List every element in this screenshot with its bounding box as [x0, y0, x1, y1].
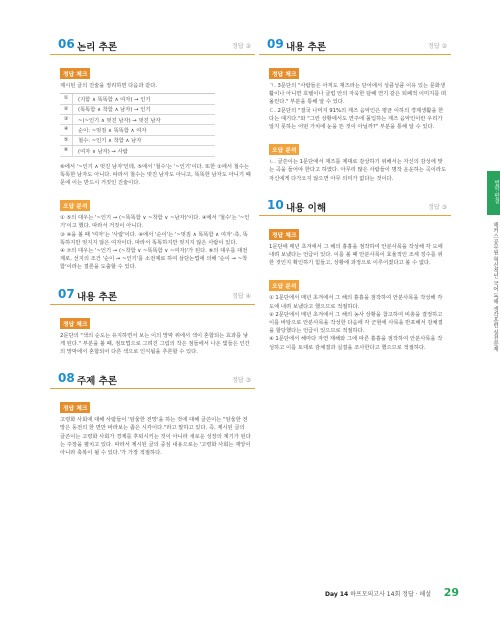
- table-row: [60, 94, 215, 104]
- row-symbol: ⑤: [60, 136, 73, 145]
- row-symbol: ①: [60, 94, 73, 103]
- section-number: 08: [58, 371, 75, 386]
- tag-answer-check: 정답 체크: [269, 68, 299, 79]
- section-title: 내용 이해: [286, 202, 327, 214]
- row-text: ~(~인기 ∧ 멋진 남자) → 멋진 남자: [78, 117, 161, 124]
- tag-answer-check: 정답 체크: [60, 68, 90, 79]
- answer-label: 정답 ③: [232, 377, 251, 385]
- table-row: [60, 105, 215, 115]
- table-row: [60, 146, 215, 156]
- paragraph: ④ ⑦의 대우는 '~인기 → (~착함 ∨ ~똑똑함 ∨ ~여자)'가 된다. ⑥의 대우를 대전제로, 선지의 조건 '순이 → ~인기'를 소전제로 하여 삼단논법에 의해 '순이 → ~착함'이라는 결론을 도출할 수 있다.: [60, 247, 248, 271]
- footer-subtitle: 하프모의고사 14회 정답 · 해설: [350, 591, 432, 598]
- answer-label: 정답 ②: [232, 43, 251, 50]
- row-text: (지함 ∧ 똑똑함 ∧ 여자) → 인기: [78, 96, 151, 103]
- section-title: 내용 추론: [286, 42, 327, 53]
- tag-wrong-analysis: 오답 분석: [60, 200, 90, 211]
- table-row: [60, 136, 215, 146]
- side-tab-label: 법학·판결: [493, 180, 499, 204]
- paragraph: 2문단의 "색의 순도는 유지하면서 보는 이의 망막 위에서 색이 혼합되는 효과를 낳게 된다." 부분을 볼 때, 점묘법으로 그려진 그림의 작은 점들에서 나온 빛들은 인간의 망막에서 혼합되어 다른 색으로 인식됨을 추론할 수 있다.: [60, 332, 250, 355]
- paragraph: ② 2문단에서 매년 초겨에서 그 해의 농사 상황을 참고하여 비총을 결정하고 이를 바탕으로 안분사목을 작성한 다음에 각 군현에 사목을 반포해서 감채결을 할당했다는 언급이 있으므로 적절하다.: [269, 311, 443, 335]
- paragraph: ① ⑤의 대우는 '~인기 → (~똑똑함 ∨ ~착함 ∨ ~남자)'이다. ④에서 '철수'는 '~인기'이고 했다. 따라서 거짓이 아니다.: [60, 215, 250, 230]
- section-number: 09: [267, 37, 284, 51]
- paragraph: ㄷ. 2문단의 "결국 나머지 91%의 재즈 음악인은 평균 이하의 경제생활을 한다는 얘기다."와 "그런 상황에서도 연주에 몰입하는 재즈 음악인이란 우리가 알지 못하는 어떤 가치에 눈을 뜬 것이 아닐까?" 부분을 통해 알 수 있다.: [269, 107, 444, 131]
- paragraph: 고령화 사회에 대해 사람들이 '암울한 전망'을 하는 것에 대해 글쓴이는 "암울한 전망은 동전의 한 면만 바라보는 좁은 시각이다."라고 말하고 있다. 즉, 제시된 글의 글쓴이는 고령화 사회가 경제를 후퇴시키는 것이 아니라 새로운 성장의 계기가 된다는 주장을 펼치고 있다. 따라서 제시된 글의 중심 내용으로는 '고령화 사회는 재앙이 아니라 축복이 될 수 있다.'가 가장 적절하다.: [60, 417, 251, 456]
- section-number: 10: [267, 197, 284, 212]
- tag-wrong-analysis: 오답 분석: [269, 144, 299, 155]
- paragraph: ⑥에서 '~인기 ∧ 멋진 남자'인데, ⑤에서 '철수'는 '~인기'이다. 또한 ①에서 철수는 똑똑한 남자도 아니다. 따라서 철수는 멋진 남자도 아니고, 똑똑한 남자도 아니기 때문에 이는 반드시 거짓인 진술이다.: [60, 163, 251, 186]
- section-title: 논리 추론: [77, 42, 118, 53]
- row-text: (여자 ∨ 남자) → 사람: [78, 148, 128, 155]
- left-column: [50, 0, 255, 457]
- row-symbol: ⑥: [60, 146, 73, 155]
- section-07-header: [50, 286, 255, 305]
- row-text: 철수: ~인기 ∧ 착함 ∧ 남자: [78, 138, 142, 145]
- section-10-header: [259, 197, 451, 216]
- paragraph: 제시된 글의 진술을 정리하면 다음과 같다.: [60, 83, 158, 89]
- row-text: (똑똑함 ∧ 착함 ∧ 남자) → 인기: [78, 107, 151, 114]
- table-row: [60, 125, 215, 135]
- section-09-header: [259, 36, 451, 55]
- paragraph: ④ 1문단에서 해마다 자연 재해와 그에 따른 흉흉을 점작하여 안분사목을 작성하고 이를 토대로 감채결과 실결을 조사한다고 했으므로 적절하다.: [269, 336, 443, 351]
- section-number: 07: [58, 286, 75, 301]
- paragraph: 1문단에 매년 초겨에서 그 해의 흉흉을 점작하여 안분사목을 작성해 각 도에 내려 보냈다는 언급이 있다. 이를 볼 때 안분사목이 효율적인 조세 징수를 위한 것인지 확인하기 힘들고, 상황에 과정으로 이루어졌다고 볼 수 없다.: [269, 243, 443, 267]
- tag-answer-check: 정답 체크: [269, 229, 299, 240]
- logic-table: [60, 93, 215, 156]
- section-08-header: [50, 370, 255, 389]
- section-title: 내용 추론: [77, 291, 118, 303]
- section-title: 주제 추론: [77, 376, 118, 388]
- paragraph: ③ ④을 볼 때 '여자'는 '사람'이다. ④에서 '순이'는 '~멋짐 ∧ 똑똑함 ∧ 여자'·측, 똑똑하지만 멋지지 않은 여자이다. 따라서 똑똑하지만 멋지지 않은 사람이 있다.: [60, 231, 248, 246]
- page-footer: [325, 586, 485, 599]
- answer-label: 정답 ③: [428, 203, 447, 211]
- row-text: 순이: ~멋짐 ∧ 똑똑함 ∧ 여자: [78, 128, 147, 135]
- row-symbol: ②: [60, 105, 73, 114]
- right-column: [259, 0, 451, 352]
- paragraph: ㄱ. 3문단의 "사람들은 아직도 재즈라는 단어에서 성큼성큼 이유 있는 문화생활이나 아니면 호텔이나 클럽 안의 자욱한 담배 연기 같은 퇴폐적 이미지를 떠올린다." 부분을 통해 알 수 있다.: [269, 83, 447, 106]
- section-number: 06: [58, 37, 75, 51]
- section-06-header: [50, 36, 255, 55]
- footer-day: Day 14: [325, 591, 349, 598]
- table-row: [60, 115, 215, 125]
- paragraph: ㄴ. 글쓴이는 1문단에서 재즈를 제대로 감상하기 위해서는 자신의 감성에 맞는 곡을 들어야 한다고 하였다. 아무리 많은 사람들이 명작 운운하는 곡이라도 자신에게 다가오지 않으면 아무 의미가 없다는 것이다.: [269, 159, 447, 182]
- row-symbol: ③: [60, 115, 73, 124]
- answer-label: 정답 ②: [428, 43, 447, 50]
- tag-wrong-analysis: 오답 분석: [269, 280, 299, 291]
- tag-answer-check: 정답 체크: [60, 402, 90, 413]
- page-number: 29: [443, 586, 459, 599]
- tag-answer-check: 정답 체크: [60, 318, 90, 329]
- answer-label: 정답 ④: [232, 292, 251, 300]
- side-book-title: 해커스공무원 혁신적인 국어 독해 생각훈련 실전문제: [492, 222, 498, 352]
- paragraph: ① 1문단에서 매년 초겨에서 그 해의 흉흉을 점작하여 안분사목을 작성해 각 도에 내려 보냈다고 했으므로 적절하다.: [269, 295, 443, 310]
- row-symbol: ④: [60, 125, 73, 134]
